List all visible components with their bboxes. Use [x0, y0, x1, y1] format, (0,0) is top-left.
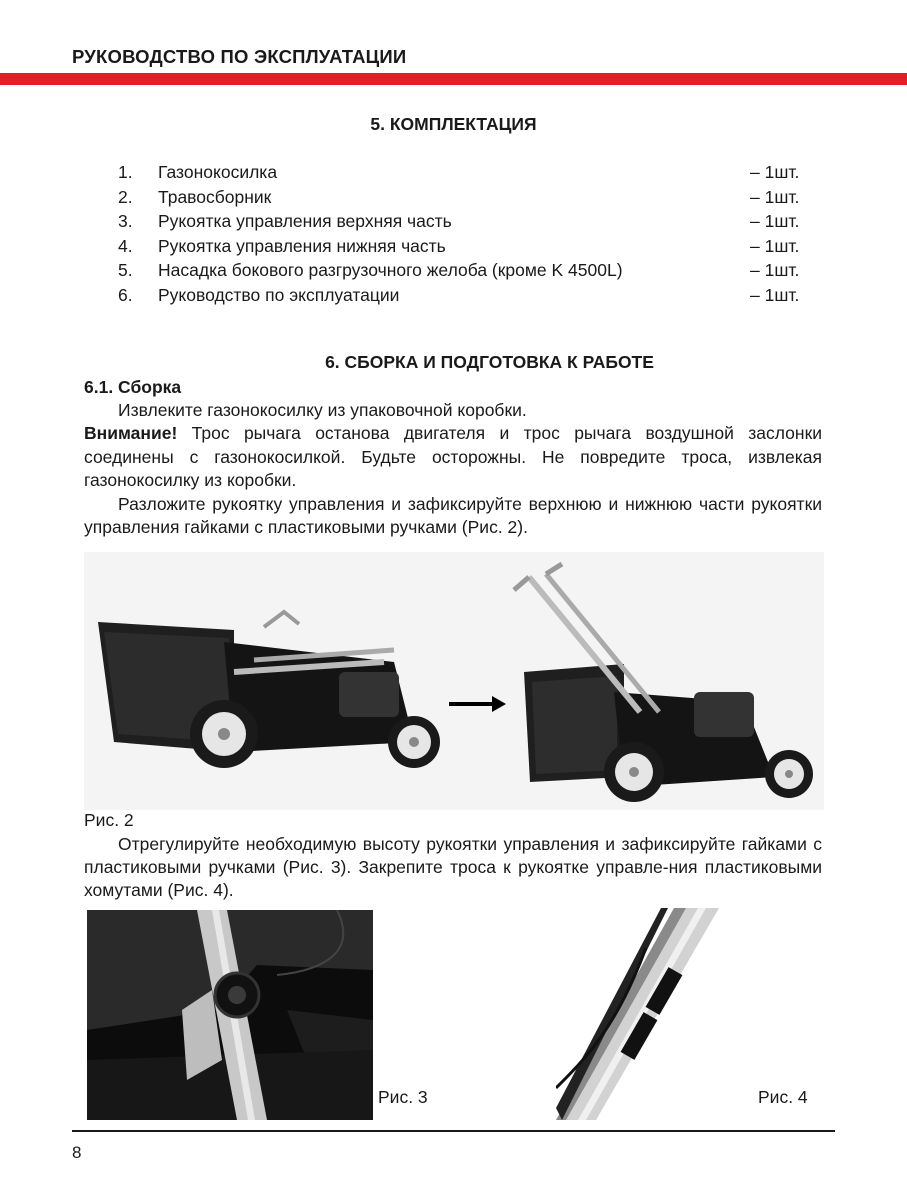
list-item-qty: – 1шт. [750, 260, 800, 281]
section-5-title: 5. КОМПЛЕКТАЦИЯ [370, 114, 537, 134]
header-accent-bar [0, 73, 907, 85]
paragraph-unpack: Извлеките газонокосилку из упаковочной коробки. [118, 400, 527, 421]
subsection-title: 6.1. Сборка [84, 377, 182, 397]
package-contents-list [118, 160, 808, 308]
list-item-text: Рукоятка управления верхняя часть [158, 211, 452, 232]
list-item [118, 283, 808, 308]
list-item-qty: – 1шт. [750, 211, 800, 232]
list-item-qty: – 1шт. [750, 162, 800, 182]
footer-rule [72, 1130, 835, 1132]
list-item-num: 3. [118, 211, 133, 232]
section-6-body [84, 376, 822, 539]
list-item-text: Травосборник [158, 186, 272, 207]
list-item-num: 5. [118, 260, 133, 281]
paragraph-adjust-text: Отрегулируйте необходимую высоту рукоятки управления и зафиксируйте гайками с пластиковыми ручками (Рис. 3). Закрепите троса к рукоятке управле-ния пластиковыми хомутами (Рис. 4). [84, 834, 822, 901]
list-item-num: 1. [118, 162, 133, 182]
list-item-text: Газонокосилка [158, 162, 278, 182]
list-item [118, 258, 808, 283]
cable-tie-photo [556, 908, 719, 1120]
warning-label: Внимание! [84, 423, 178, 444]
section-6-title: 6. СБОРКА И ПОДГОТОВКА К РАБОТЕ [325, 352, 654, 372]
mower-assembly-illustration [84, 552, 824, 810]
list-item [118, 234, 808, 259]
figure-2-caption: Рис. 2 [84, 810, 134, 830]
list-item [118, 185, 808, 210]
list-item-num: 6. [118, 284, 133, 305]
list-item-text: Руководство по эксплуатации [158, 284, 400, 305]
running-header: РУКОВОДСТВО ПО ЭКСПЛУАТАЦИИ [72, 46, 407, 67]
figure-2-image [84, 552, 824, 810]
list-item-qty: – 1шт. [750, 186, 800, 207]
list-item-num: 4. [118, 235, 133, 256]
warning-text: Трос рычага останова двигателя и трос рычага воздушной заслонки соединены с газонокосилкой. Будьте осторожны. Не повредите троса, извлекая газонокосилку из коробки. [84, 423, 822, 490]
handle-knob-photo [87, 910, 373, 1120]
list-item-text: Рукоятка управления нижняя часть [158, 235, 446, 256]
figure-3-image [87, 910, 373, 1120]
paragraph-adjust-height [84, 833, 822, 903]
list-item [118, 160, 808, 185]
list-item-qty: – 1шт. [750, 235, 800, 256]
list-item-text: Насадка бокового разгрузочного желоба (кроме K 4500L) [158, 260, 623, 281]
figure-4-image [556, 908, 719, 1120]
list-item-qty: – 1шт. [750, 284, 800, 305]
figure-4-caption: Рис. 4 [758, 1087, 808, 1107]
list-item [118, 209, 808, 234]
list-item-num: 2. [118, 186, 133, 207]
figure-3-caption: Рис. 3 [378, 1087, 428, 1107]
paragraph-warning [84, 422, 822, 492]
page-number: 8 [72, 1143, 82, 1162]
paragraph-handle: Разложите рукоятку управления и зафиксируйте верхнюю и нижнюю части рукоятки управления гайками с пластиковыми ручками (Рис. 2). [84, 494, 822, 538]
